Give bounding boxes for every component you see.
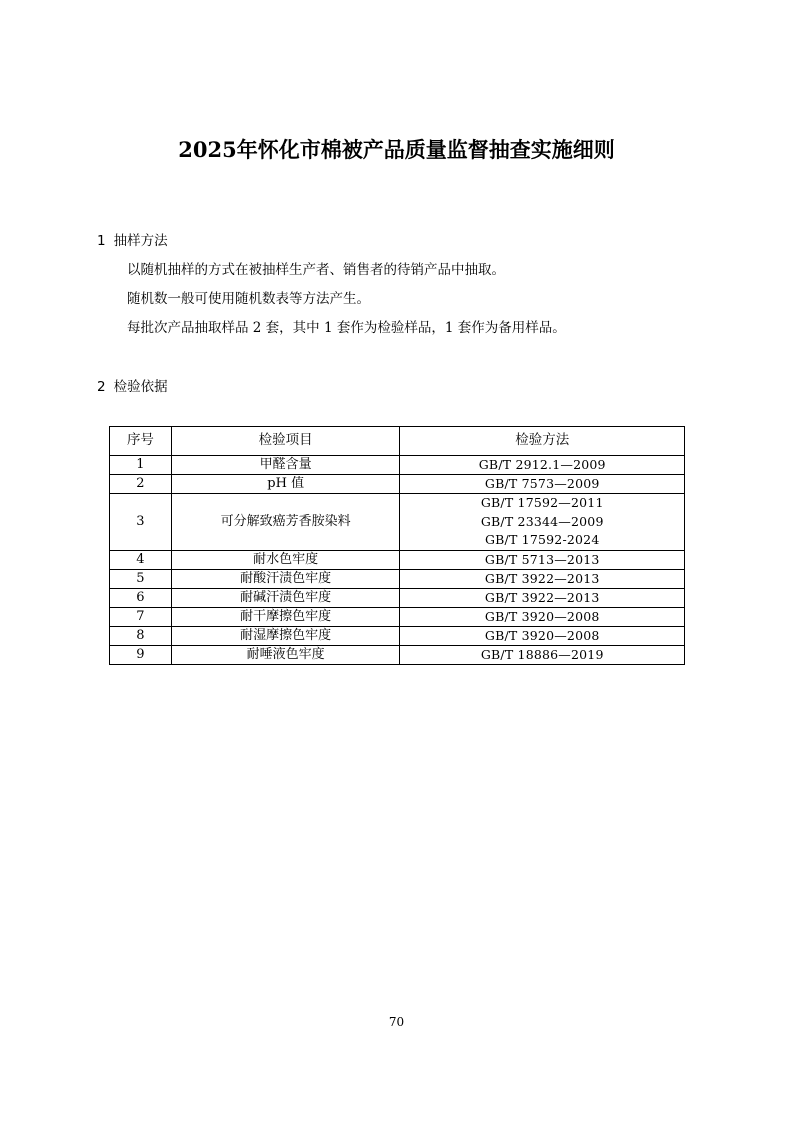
table-header-row [110,427,685,456]
method-line: GB/T 23344—2009 [480,513,604,529]
table-row [110,588,685,607]
row-seq: 5 [110,569,172,588]
row-seq: 4 [110,550,172,569]
row-method: GB/T 5713—2013 [400,550,685,569]
section-heading-sampling [97,232,168,250]
row-seq: 2 [110,475,172,494]
row-method: GB/T 3922—2013 [400,569,685,588]
row-method-multi [400,494,685,551]
row-seq: 3 [110,494,172,551]
row-item: 耐湿摩擦色牢度 [171,626,400,645]
row-item: 可分解致癌芳香胺染料 [171,494,400,551]
row-item: pH 值 [171,475,400,494]
section-title: 抽样方法 [113,233,168,249]
table-row [110,626,685,645]
row-method: GB/T 3922—2013 [400,588,685,607]
sampling-paragraph: 随机数一般可使用随机数表等方法产生。 [127,291,370,307]
row-item: 甲醛含量 [171,456,400,475]
row-item: 耐干摩擦色牢度 [171,607,400,626]
method-line: GB/T 17592—2011 [480,495,604,510]
section-heading-basis [97,378,168,396]
row-method: GB/T 3920—2008 [400,607,685,626]
table-row [110,569,685,588]
inspection-table [109,426,685,665]
header-item: 检验项目 [171,427,400,456]
table-row [110,475,685,494]
section-title: 检验依据 [113,379,168,395]
row-item: 耐唾液色牢度 [171,645,400,664]
row-seq: 1 [110,456,172,475]
sampling-paragraph: 每批次产品抽取样品 2 套，其中 1 套作为检验样品，1 套作为备用样品。 [127,320,566,336]
row-item: 耐水色牢度 [171,550,400,569]
row-seq: 6 [110,588,172,607]
header-method: 检验方法 [400,427,685,456]
header-seq: 序号 [110,427,172,456]
page-number: 70 [388,1015,405,1029]
row-item: 耐碱汗渍色牢度 [171,588,400,607]
row-seq: 8 [110,626,172,645]
row-seq: 9 [110,645,172,664]
method-line: GB/T 17592-2024 [484,532,600,547]
table-row [110,550,685,569]
sampling-paragraph: 以随机抽样的方式在被抽样生产者、销售者的待销产品中抽取。 [127,262,505,278]
section-number: 1 [97,233,106,249]
table-row [110,645,685,664]
row-method: GB/T 7573—2009 [400,475,685,494]
document-title: 2025年怀化市棉被产品质量监督抽查实施细则 [178,137,615,162]
row-method: GB/T 18886—2019 [400,645,685,664]
section-number: 2 [97,379,106,395]
table-row [110,494,685,551]
row-item: 耐酸汗渍色牢度 [171,569,400,588]
table-row [110,607,685,626]
row-method: GB/T 2912.1—2009 [400,456,685,475]
row-method: GB/T 3920—2008 [400,626,685,645]
table-row [110,456,685,475]
row-seq: 7 [110,607,172,626]
